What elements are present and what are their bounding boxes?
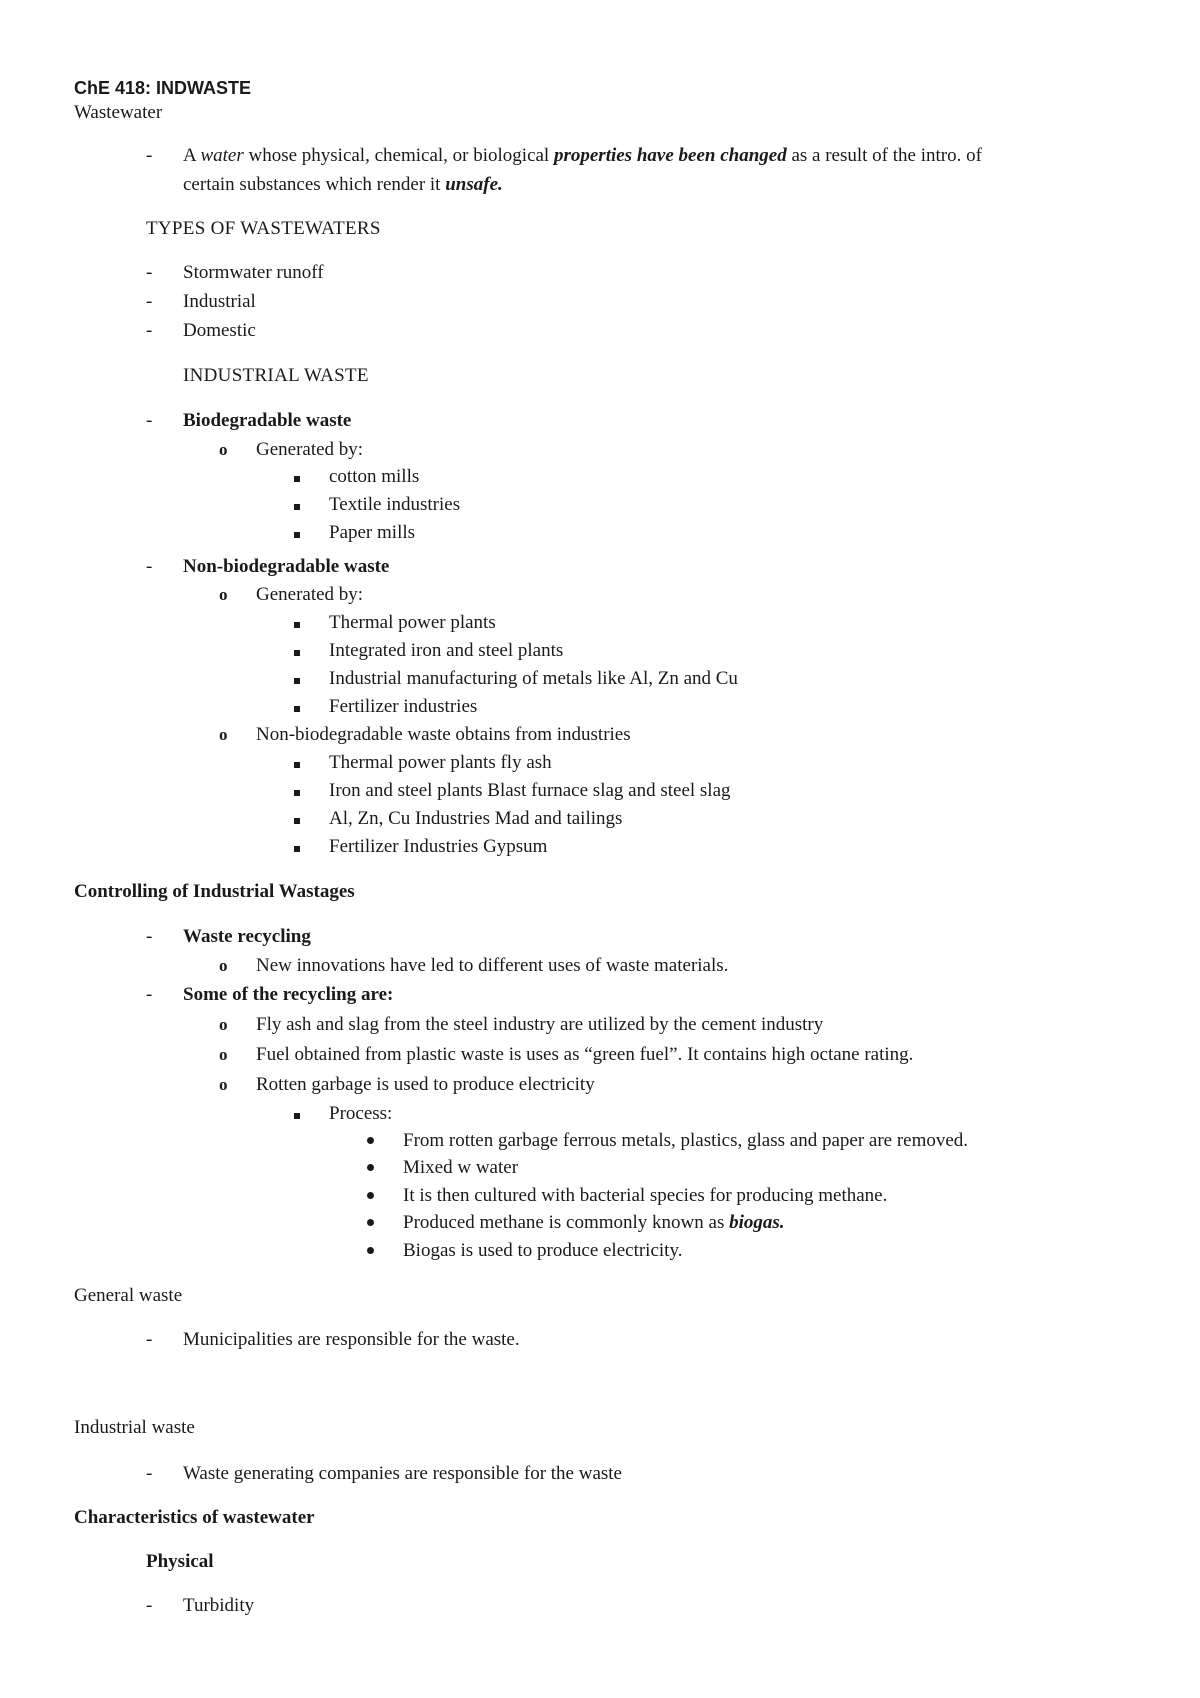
list-item: Stormwater runoff bbox=[183, 262, 324, 283]
types-heading: TYPES OF WASTEWATERS bbox=[146, 218, 381, 239]
square-bullet bbox=[294, 818, 300, 824]
list-item: Non-biodegradable waste obtains from industries bbox=[256, 724, 631, 745]
circle-bullet: o bbox=[219, 956, 228, 975]
characteristics-heading: Characteristics of wastewater bbox=[74, 1507, 315, 1528]
definition-line-2: certain substances which render it unsafe. bbox=[183, 174, 503, 195]
list-item: Paper mills bbox=[329, 522, 416, 543]
list-item: Thermal power plants bbox=[329, 612, 496, 633]
general-waste-heading: General waste bbox=[74, 1285, 183, 1306]
dash-bullet: - bbox=[146, 1329, 153, 1350]
list-item: Process: bbox=[329, 1103, 393, 1124]
square-bullet bbox=[294, 504, 300, 510]
list-item: Fertilizer Industries Gypsum bbox=[329, 836, 548, 857]
list-item: Iron and steel plants Blast furnace slag and steel slag bbox=[329, 780, 731, 801]
definition-line-1: A water whose physical, chemical, or biological properties have been changed as a result of the intro. of bbox=[183, 145, 982, 166]
circle-bullet: o bbox=[219, 585, 228, 604]
dash-bullet: - bbox=[146, 984, 153, 1005]
list-item: Produced methane is commonly known as biogas. bbox=[403, 1212, 785, 1233]
dash-bullet: - bbox=[146, 1463, 153, 1484]
circle-bullet: o bbox=[219, 1075, 228, 1094]
round-bullet bbox=[367, 1137, 374, 1144]
round-bullet bbox=[367, 1164, 374, 1171]
square-bullet bbox=[294, 622, 300, 628]
dash-bullet: - bbox=[146, 926, 153, 947]
square-bullet bbox=[294, 762, 300, 768]
circle-bullet: o bbox=[219, 1045, 228, 1064]
square-bullet bbox=[294, 532, 300, 538]
dash-bullet: - bbox=[146, 556, 153, 577]
list-item: Fuel obtained from plastic waste is uses as “green fuel”. It contains high octane rating. bbox=[256, 1044, 914, 1065]
waste-recycling-label: Waste recycling bbox=[183, 926, 311, 947]
list-item: Fertilizer industries bbox=[329, 696, 478, 717]
list-item: Integrated iron and steel plants bbox=[329, 640, 564, 661]
circle-bullet: o bbox=[219, 440, 228, 459]
course-title: ChE 418: INDWASTE bbox=[74, 78, 252, 98]
square-bullet bbox=[294, 650, 300, 656]
list-item: Industrial bbox=[183, 291, 256, 312]
doc-subtitle: Wastewater bbox=[74, 102, 163, 123]
list-item: Municipalities are responsible for the waste. bbox=[183, 1329, 520, 1350]
list-item: Al, Zn, Cu Industries Mad and tailings bbox=[329, 808, 623, 829]
dash-bullet: - bbox=[146, 262, 153, 283]
list-item: Textile industries bbox=[329, 494, 461, 515]
non-biodegradable-label: Non-biodegradable waste bbox=[183, 556, 390, 577]
list-item: Generated by: bbox=[256, 584, 364, 605]
list-item: It is then cultured with bacterial species for producing methane. bbox=[403, 1185, 888, 1206]
physical-subheading: Physical bbox=[146, 1551, 214, 1572]
list-item: Fly ash and slag from the steel industry are utilized by the cement industry bbox=[256, 1014, 824, 1035]
controlling-heading: Controlling of Industrial Wastages bbox=[74, 881, 355, 902]
list-item: Rotten garbage is used to produce electricity bbox=[256, 1074, 595, 1095]
square-bullet bbox=[294, 678, 300, 684]
circle-bullet: o bbox=[219, 1015, 228, 1034]
dash-bullet: - bbox=[146, 291, 153, 312]
list-item: Thermal power plants fly ash bbox=[329, 752, 552, 773]
round-bullet bbox=[367, 1192, 374, 1199]
list-item: From rotten garbage ferrous metals, plastics, glass and paper are removed. bbox=[403, 1130, 969, 1151]
square-bullet bbox=[294, 476, 300, 482]
list-item: Generated by: bbox=[256, 439, 364, 460]
round-bullet bbox=[367, 1247, 374, 1254]
list-item: New innovations have led to different uses of waste materials. bbox=[256, 955, 729, 976]
list-item: cotton mills bbox=[329, 466, 420, 487]
list-item: Industrial manufacturing of metals like Al, Zn and Cu bbox=[329, 668, 738, 689]
list-item: Biogas is used to produce electricity. bbox=[403, 1240, 683, 1261]
circle-bullet: o bbox=[219, 725, 228, 744]
square-bullet bbox=[294, 846, 300, 852]
list-item: Mixed w water bbox=[403, 1157, 519, 1178]
dash-bullet: - bbox=[146, 320, 153, 341]
square-bullet bbox=[294, 1113, 300, 1119]
list-item: Waste generating companies are responsible for the waste bbox=[183, 1463, 622, 1484]
square-bullet bbox=[294, 706, 300, 712]
list-item: Turbidity bbox=[183, 1595, 255, 1616]
round-bullet bbox=[367, 1219, 374, 1226]
recycling-examples-label: Some of the recycling are: bbox=[183, 984, 394, 1005]
dash-bullet: - bbox=[146, 1595, 153, 1616]
list-item: Domestic bbox=[183, 320, 256, 341]
biodegradable-label: Biodegradable waste bbox=[183, 410, 352, 431]
industrial-waste-resp-heading: Industrial waste bbox=[74, 1417, 195, 1438]
square-bullet bbox=[294, 790, 300, 796]
dash-bullet: - bbox=[146, 410, 153, 431]
industrial-waste-heading: INDUSTRIAL WASTE bbox=[183, 365, 369, 386]
dash-bullet: - bbox=[146, 145, 153, 166]
